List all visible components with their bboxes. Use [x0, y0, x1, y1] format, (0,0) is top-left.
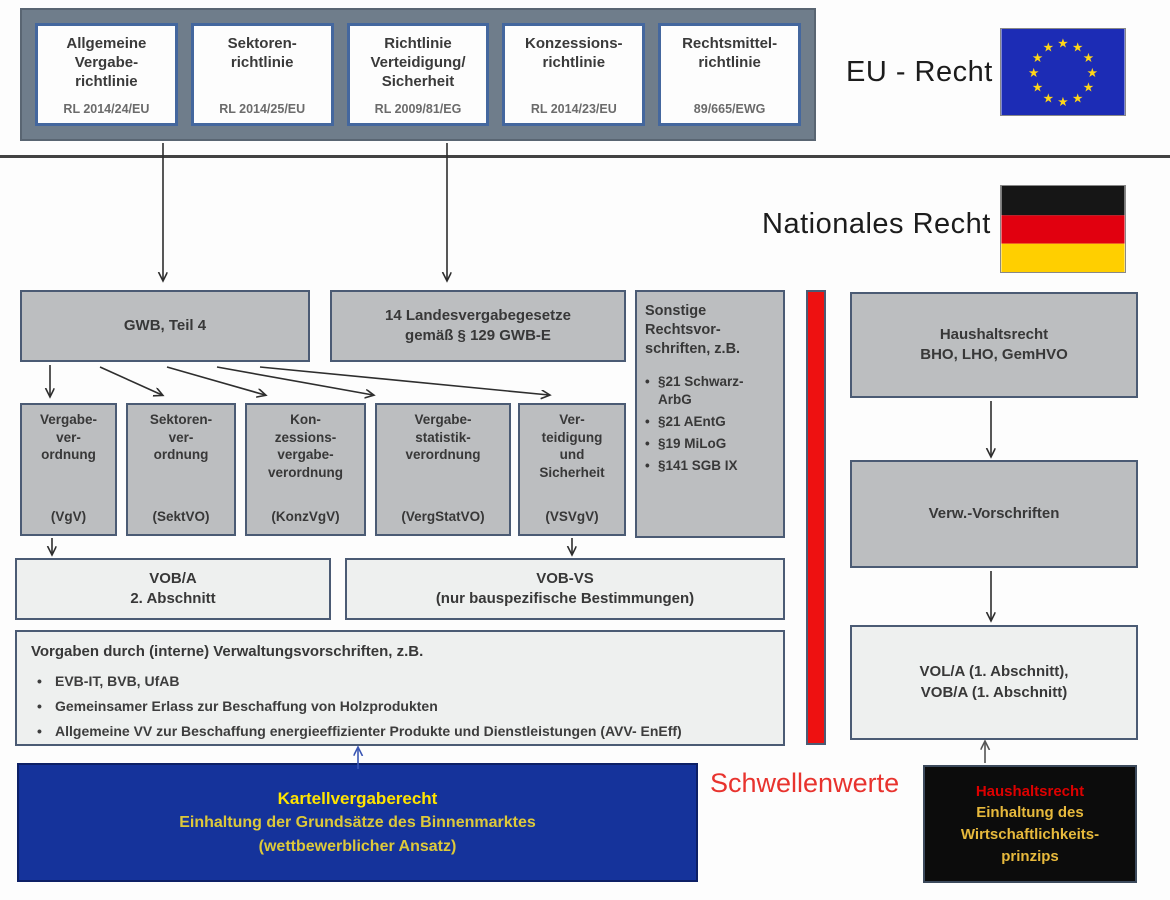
landesvergabegesetze-box	[330, 290, 626, 362]
gwb-label: GWB, Teil 4	[123, 316, 207, 334]
eu-national-divider	[0, 155, 1170, 158]
vola-line: VOB/A (1. Abschnitt)	[920, 683, 1068, 701]
svg-text:★: ★	[1086, 64, 1099, 80]
arrow-gwb-to-vergstatvo	[217, 367, 373, 395]
vobvs-line: VOB-VS	[536, 569, 594, 587]
vorgaben-item: • Gemeinsamer Erlass zur Beschaffung von Holzprodukten	[31, 697, 682, 716]
eu-directive-box-rechtsmittel	[658, 23, 801, 126]
sonstige-rechtsvorschriften-box	[635, 290, 785, 538]
vorgaben-item: • EVB-IT, BVB, UfAB	[31, 672, 682, 691]
vo-name-line: Kon-	[290, 412, 321, 427]
vo-name	[405, 411, 480, 464]
eu-flag-icon	[1000, 28, 1126, 116]
directive-title-line: Sicherheit	[381, 73, 455, 91]
vo-name-line: Vergabe-	[414, 412, 472, 427]
svg-text:★: ★	[1082, 79, 1095, 95]
vo-name-line: ver-	[56, 429, 81, 445]
schwellenwerte-divider-bar	[806, 290, 826, 745]
directive-code: 89/665/EWG	[693, 102, 766, 116]
directive-title-line: richtlinie	[542, 54, 606, 72]
directive-title-line: Rechtsmittel-	[682, 35, 778, 52]
vo-name-line: Vergabe-	[39, 412, 98, 427]
sonstige-title	[645, 302, 740, 359]
vorgaben-items	[31, 672, 682, 741]
haushalt-black-line: Einhaltung des	[976, 804, 1084, 822]
directive-title-line: richtlinie	[75, 73, 138, 91]
nationales-recht-label: Nationales Recht	[762, 208, 991, 240]
vo-abbr: (SektVO)	[152, 509, 210, 525]
voba-2-abschnitt-box	[15, 558, 331, 620]
vola-line: VOL/A (1. Abschnitt),	[919, 663, 1069, 681]
haushalt-black-line: Wirtschaftlichkeits-	[960, 826, 1100, 843]
svg-text:★: ★	[1031, 50, 1044, 66]
eu-directive-box-allgemeine	[35, 23, 178, 126]
sonstige-title-line: Sonstige	[645, 303, 707, 319]
directive-title-line: Konzessions-	[525, 35, 623, 52]
sonstige-title-line: schriften, z.B.	[645, 340, 741, 357]
sonstige-item: • §21 Schwarz-ArbG	[645, 373, 775, 411]
vo-name-line: Sicherheit	[539, 464, 605, 480]
svg-text:★: ★	[1071, 39, 1084, 55]
kartell-line: (wettbewerblicher Ansatz)	[258, 838, 457, 856]
vo-name-line: Ver-	[559, 412, 585, 427]
vobvs-line: (nur bauspezifische Bestimmungen)	[435, 590, 695, 607]
arrow-gwb-to-vsvgv	[260, 367, 549, 395]
eu-directive-box-konzessions	[502, 23, 645, 126]
arrow-gwb-to-sektvo	[100, 367, 162, 395]
haushalt-black-line: prinzips	[1001, 847, 1059, 865]
german-flag-icon	[1000, 185, 1126, 273]
sonstige-item: • §141 SGB IX	[645, 457, 775, 476]
vola-voba-box	[850, 625, 1138, 740]
kartell-line: Einhaltung der Grundsätze des Binnenmarktes	[179, 814, 536, 832]
landesgesetze-line: gemäß § 129 GWB-E	[405, 327, 551, 344]
vo-abbr: (VgV)	[50, 509, 87, 525]
vo-abbr: (VergStatVO)	[401, 509, 485, 525]
sonstige-item: • §21 AEntG	[645, 413, 775, 432]
vgv-box	[20, 403, 117, 536]
svg-text:★: ★	[1042, 39, 1055, 55]
directive-title-line: Vergabe-	[74, 54, 139, 72]
svg-text:★: ★	[1027, 64, 1040, 80]
vorgaben-box	[15, 630, 785, 746]
voba-line: 2. Abschnitt	[130, 590, 216, 607]
vo-name	[268, 411, 343, 481]
vo-name	[40, 411, 97, 464]
eu-directive-box-verteidigung	[347, 23, 490, 126]
directive-title	[525, 34, 623, 72]
vo-name-line: zessions-	[274, 429, 337, 445]
vergstatvo-box	[375, 403, 511, 536]
directive-title	[228, 34, 297, 72]
kartell-title: Kartellvergaberecht	[277, 788, 438, 808]
vorgaben-title: Vorgaben durch (interne) Verwaltungsvorschriften, z.B.	[31, 643, 424, 660]
directive-code: RL 2009/81/EG	[374, 102, 462, 116]
svg-text:★: ★	[1071, 90, 1084, 106]
svg-text:★: ★	[1031, 79, 1044, 95]
sektvo-box	[126, 403, 236, 536]
vo-abbr: (VSVgV)	[545, 509, 599, 525]
directive-title-line: richtlinie	[698, 54, 761, 72]
directive-code: RL 2014/25/EU	[219, 102, 306, 116]
vo-name-line: ver-	[168, 429, 194, 445]
directive-title-line: richtlinie	[230, 54, 294, 72]
vo-name-line: vergabe-	[277, 447, 334, 463]
eu-directives-frame	[20, 8, 816, 141]
directive-title	[682, 34, 777, 72]
vo-name-line: statistik-	[415, 429, 471, 445]
vo-abbr: (KonzVgV)	[271, 509, 340, 525]
sonstige-title-line: Rechtsvor-	[645, 321, 721, 338]
vo-name-line: ordnung	[153, 447, 209, 463]
vo-name-line: verordnung	[405, 447, 481, 463]
haushalt-black-title: Haushaltsrecht	[975, 782, 1085, 800]
vo-name	[539, 411, 604, 481]
directive-code: RL 2014/24/EU	[63, 102, 150, 116]
directive-title-line: Sektoren-	[227, 35, 297, 52]
svg-text:★: ★	[1057, 35, 1069, 51]
svg-text:★: ★	[1082, 50, 1095, 66]
directive-code: RL 2014/23/EU	[530, 102, 617, 116]
sonstige-items	[645, 373, 775, 476]
gwb-box	[20, 290, 310, 362]
sonstige-item: • §19 MiLoG	[645, 435, 775, 454]
vo-name-line: teidigung	[541, 429, 603, 445]
vsvgv-box	[518, 403, 626, 536]
directive-title-line: Richtlinie	[384, 35, 452, 52]
vobvs-box	[345, 558, 785, 620]
directive-title-line: Allgemeine	[66, 35, 147, 52]
schwellenwerte-label: Schwellenwerte	[710, 768, 900, 798]
verwaltungsvorschriften-box	[850, 460, 1138, 568]
eu-directive-box-sektoren	[191, 23, 334, 126]
haushaltsrecht-line: BHO, LHO, GemHVO	[920, 346, 1068, 363]
kartellvergaberecht-box	[17, 763, 698, 882]
konzvgv-box	[245, 403, 366, 536]
svg-text:★: ★	[1057, 94, 1069, 110]
svg-text:★: ★	[1042, 90, 1055, 106]
haushaltsrecht-line: Haushaltsrecht	[939, 325, 1049, 343]
vo-name-line: und	[559, 447, 585, 463]
vo-name-line: Sektoren-	[149, 412, 213, 427]
landesgesetze-line: 14 Landesvergabegesetze	[385, 306, 571, 324]
haushaltsrecht-box	[850, 292, 1138, 398]
directive-title	[66, 34, 146, 92]
voba-line: VOB/A	[149, 569, 197, 587]
vorgaben-item: • Allgemeine VV zur Beschaffung energieeffizienter Produkte und Dienstleistungen (AVV- EnEff)	[31, 722, 682, 741]
vo-name-line: verordnung	[267, 464, 343, 480]
arrow-gwb-to-konzvgv	[167, 367, 265, 395]
vo-name-line: ordnung	[41, 447, 96, 463]
eu-recht-label: EU - Recht	[846, 56, 993, 88]
directive-title-line: Verteidigung/	[370, 54, 466, 72]
verwaltungsvorschriften-label: Verw.-Vorschriften	[928, 504, 1060, 522]
vo-name	[150, 411, 212, 464]
directive-title	[370, 34, 465, 92]
haushaltsrecht-black-box	[923, 765, 1137, 883]
